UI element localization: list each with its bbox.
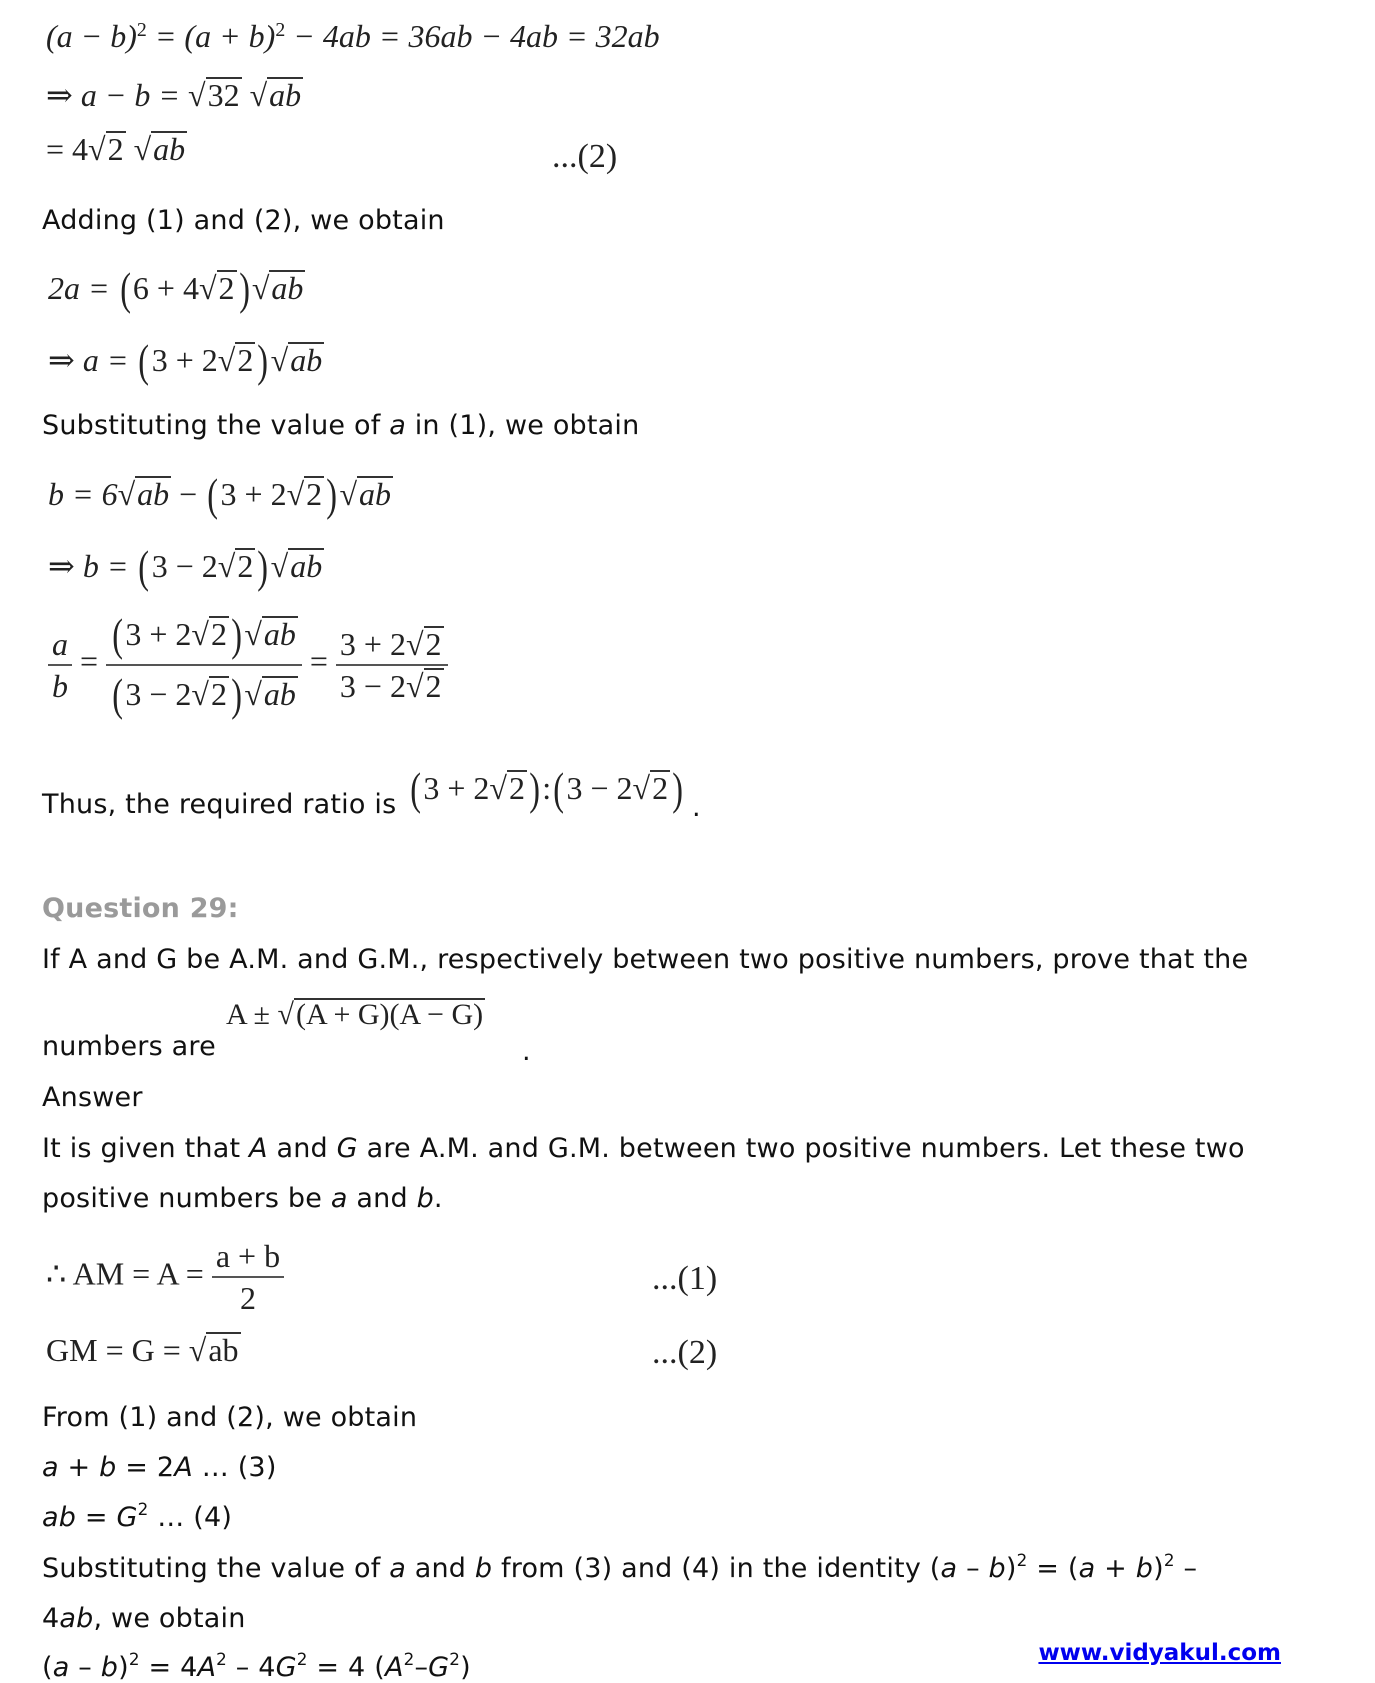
numerator: 3 + 2√2 <box>336 624 448 666</box>
text-var: b <box>988 1553 1006 1584</box>
vidyakul-link[interactable]: www.vidyakul.com <box>1038 1640 1281 1666</box>
text-part: … (4) <box>148 1502 233 1533</box>
text-part: = <box>76 1502 117 1533</box>
text-part: – <box>1174 1553 1198 1584</box>
eq-pre: ⇒ a − b = <box>46 77 188 113</box>
equation-ratio-a-over-b: $\frac{a}{b}$ = $\frac{(3 + 2√2)√ab}{(3 - 2√2)√ab}$ = $\frac{3 + 2√2}{3 - 2√2}$ <box>48 606 448 723</box>
eq-pre: b = 6 <box>48 476 118 512</box>
text-substituting-identity-line2 <box>42 1603 246 1634</box>
text-part: ) <box>1005 1553 1017 1584</box>
text-var: b <box>1135 1553 1154 1584</box>
radicand: ab <box>263 616 296 652</box>
question-text-line1: If A and G be A.M. and G.M., respectively between two positive numbers, prove that the <box>42 944 1249 975</box>
exponent: 2 <box>1163 1550 1175 1570</box>
radicand: 2 <box>237 342 254 378</box>
numerator: a + b <box>212 1236 284 1278</box>
radicand: 2 <box>306 476 323 512</box>
eq-inner: 3 − 2 <box>125 675 192 712</box>
answer-label: Answer <box>42 1082 143 1113</box>
eq-inner: 3 + 2 <box>220 476 287 512</box>
eq-pre: = 4 <box>46 131 89 167</box>
text-thus-ratio: Thus, the required ratio is <box>42 789 397 820</box>
equation-tag: ...(2) <box>652 1334 718 1371</box>
fraction-simplified <box>336 624 448 706</box>
text-part: – 4 <box>227 1652 276 1683</box>
eq-inner: 3 + 2 <box>151 342 218 378</box>
text-part: … (3) <box>192 1452 277 1483</box>
eq-mid2: − 4ab = 36ab − 4ab = 32ab <box>285 18 660 54</box>
text-part: It is given that <box>42 1133 250 1164</box>
question-period: . <box>522 1036 531 1067</box>
equation-a-minus-b-squared <box>46 18 660 55</box>
text-part: = 4 <box>139 1652 198 1683</box>
radicand: 2 <box>237 548 254 584</box>
radicand: ab <box>290 342 323 378</box>
eq-pre: ⇒ b = <box>48 548 137 584</box>
eq-lhs: (a − b) <box>46 18 137 54</box>
text-part: 4 <box>42 1603 60 1634</box>
eq-mid1: = (a + b) <box>146 18 276 54</box>
radicand: ab <box>263 675 296 712</box>
eq-exp: 2 <box>136 19 147 41</box>
radicand: ab <box>269 77 302 113</box>
text-part: – <box>69 1652 101 1683</box>
equation-a: ⇒ a = (3 + 2√2)√ab <box>48 335 323 386</box>
text-part: + <box>1095 1553 1136 1584</box>
exponent: 2 <box>128 1649 140 1669</box>
question-heading: Question 29: <box>42 893 239 924</box>
text-var: a <box>389 410 406 441</box>
radicand: 2 <box>508 770 525 806</box>
text-var: a <box>42 1452 59 1483</box>
text-part: and <box>347 1183 417 1214</box>
text-var: b <box>100 1652 119 1683</box>
eq-pre: GM = G = <box>46 1332 189 1368</box>
denominator: 3 − 2√2 <box>339 667 442 704</box>
radicand: (A + G)(A − G) <box>295 998 484 1031</box>
eq-inner: 3 − 2 <box>151 548 218 584</box>
text-part: – <box>414 1652 429 1683</box>
exponent: 2 <box>1016 1550 1028 1570</box>
text-part: + <box>58 1452 100 1483</box>
equation-4-root-2: = 4√2 √ab <box>46 131 186 167</box>
text-part: = ( <box>1027 1553 1079 1584</box>
text-substituting-identity <box>42 1550 1198 1584</box>
equation-final <box>42 1649 471 1683</box>
text-part: = 4 ( <box>307 1652 385 1683</box>
equation-tag: ...(2) <box>552 138 618 175</box>
text-part: , we obtain <box>93 1603 246 1634</box>
question-text-line2: numbers are <box>42 1031 216 1062</box>
numerator: a <box>48 624 72 666</box>
radicand: ab <box>208 1332 239 1368</box>
text-part: . <box>433 1183 443 1214</box>
radicand: ab <box>153 131 186 167</box>
radicand: ab <box>359 476 392 512</box>
text-part: positive numbers be <box>42 1183 331 1214</box>
text-substituting <box>42 410 639 441</box>
eq-inner: 3 + 2 <box>423 770 490 806</box>
radicand: 2 <box>218 270 235 306</box>
ratio-expression: (3 + 2√2):(3 − 2√2) <box>410 763 684 814</box>
text-part: = 2 <box>116 1452 175 1483</box>
fraction-a-b <box>48 624 72 706</box>
expr-a: A ± <box>226 998 278 1031</box>
question-expression: A ± √(A + G)(A − G) <box>226 998 484 1031</box>
text-part: – <box>957 1553 989 1584</box>
text-var: G <box>428 1652 450 1683</box>
equation-b: b = 6√ab − (3 + 2√2)√ab <box>48 469 392 520</box>
text-var: b <box>99 1452 117 1483</box>
fraction-am <box>212 1236 284 1318</box>
radicand: 2 <box>425 625 442 662</box>
equation-tag: ...(1) <box>652 1260 718 1297</box>
text-part: ) <box>1153 1553 1164 1584</box>
text-var: ab <box>59 1603 94 1634</box>
text-part: and <box>405 1553 475 1584</box>
radicand: 2 <box>210 675 227 712</box>
text-var: a <box>1078 1553 1096 1584</box>
exponent: 2 <box>449 1649 461 1669</box>
text-var: a <box>52 1652 70 1683</box>
text-var: A <box>249 1133 268 1164</box>
answer-text-line2 <box>42 1183 443 1214</box>
text-part: in (1), we obtain <box>405 410 640 441</box>
text-part: Substituting the value of <box>42 1553 390 1584</box>
text-var: A <box>174 1452 193 1483</box>
eq-pre: 2a = <box>48 270 118 306</box>
text-var: a <box>330 1183 348 1214</box>
fraction-big <box>106 606 302 723</box>
text-part: Substituting the value of <box>42 410 390 441</box>
text-var: a <box>389 1553 406 1584</box>
radicand: ab <box>271 270 304 306</box>
eq-pre: ∴ AM = A = <box>46 1255 212 1292</box>
colon: : <box>542 770 552 806</box>
radicand: 2 <box>107 131 124 167</box>
text-part: and <box>267 1133 337 1164</box>
text-var: b <box>416 1183 434 1214</box>
text-var: G <box>275 1652 297 1683</box>
text-var: A <box>197 1652 217 1683</box>
text-from: From (1) and (2), we obtain <box>42 1402 418 1433</box>
text-var: A <box>384 1652 404 1683</box>
numerator: (3 + 2√2)√ab <box>106 606 302 666</box>
text-var: G <box>336 1133 358 1164</box>
exponent: 2 <box>403 1649 415 1669</box>
eq-mid: − <box>171 476 206 512</box>
equation-4 <box>42 1499 233 1533</box>
ratio-period: . <box>692 792 701 823</box>
text-part: ) <box>460 1652 471 1683</box>
denominator: 2 <box>239 1280 256 1316</box>
eq-inner: 3 + 2 <box>339 625 406 662</box>
radicand: 2 <box>210 616 227 652</box>
text-var: G <box>116 1502 138 1533</box>
text-part: from (3) and (4) in the identity ( <box>492 1553 941 1584</box>
text-part: ( <box>42 1652 53 1683</box>
eq-inner: 6 + 4 <box>132 270 199 306</box>
text-var: a <box>940 1553 958 1584</box>
equation-2a: 2a = (6 + 4√2)√ab <box>48 263 304 314</box>
exponent: 2 <box>216 1649 227 1669</box>
eq-inner: 3 − 2 <box>339 667 406 704</box>
eq-inner: 3 − 2 <box>566 770 633 806</box>
exponent: 2 <box>296 1649 308 1669</box>
equation-b-simplified: ⇒ b = (3 − 2√2)√ab <box>48 541 323 592</box>
denominator: (3 − 2√2)√ab <box>112 668 296 720</box>
eq-inner: 3 + 2 <box>125 616 192 652</box>
radicand: 2 <box>425 667 442 704</box>
answer-text-line1 <box>42 1133 1245 1164</box>
eq-pre: ⇒ a = <box>48 342 137 378</box>
radicand: ab <box>137 476 170 512</box>
text-part: ) <box>118 1652 129 1683</box>
equation-am <box>46 1236 284 1318</box>
text-var: ab <box>42 1502 77 1533</box>
exponent: 2 <box>137 1499 149 1519</box>
text-var: b <box>474 1553 493 1584</box>
radicand: 32 <box>207 77 240 113</box>
equation-3 <box>42 1452 277 1483</box>
denominator: b <box>52 667 68 704</box>
text-adding: Adding (1) and (2), we obtain <box>42 205 445 236</box>
equation-gm: GM = G = √ab <box>46 1332 239 1368</box>
equation-a-minus-b-root: ⇒ a − b = √32 √ab <box>46 77 302 113</box>
text-part: are A.M. and G.M. between two positive numbers. Let these two <box>357 1133 1245 1164</box>
radicand: 2 <box>652 770 669 806</box>
eq-exp: 2 <box>275 19 286 41</box>
radicand: ab <box>290 548 323 584</box>
